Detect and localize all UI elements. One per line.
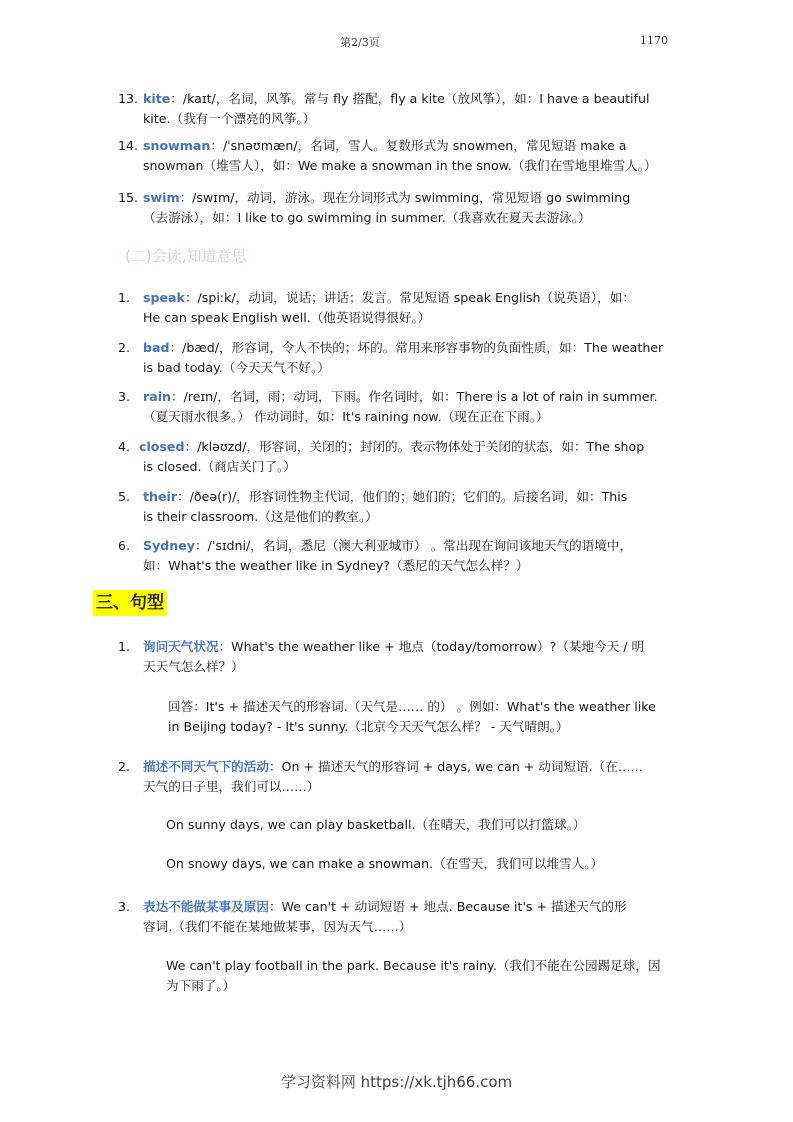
vocab-definition-cont: （去游泳），如：I like to go swimming in summer.（我喜欢在夏天去游泳。） (143, 209, 591, 225)
term-separator: ： (170, 91, 183, 106)
vocab-definition: /ˈsnəʊmæn/，名词，雪人。复数形式为 snowmen，常见短语 make a (222, 138, 627, 153)
pattern-example: On sunny days, we can play basketball.（在晴天，我们可以打篮球。） (166, 817, 586, 832)
item-number: 3. (118, 389, 131, 404)
pattern-formula-cont: 容词.（我们不能在某地做某事，因为天气……） (143, 918, 412, 934)
term-separator: ： (169, 340, 183, 355)
pattern-example-cont: 为下雨了。） (166, 977, 236, 993)
pattern-answer-cont: in Beijing today? - It's sunny.（北京今天天气怎么样？ - 天气晴朗。） (168, 718, 569, 734)
vocab-term: Sydney (143, 538, 196, 553)
vocab-term: their (143, 489, 178, 504)
item-number: 1. (118, 290, 131, 305)
item-number: 5. (118, 489, 131, 504)
vocab-definition-cont: （夏天雨水很多。） 作动词时，如：It's raining now.（现在正在下雨。） (143, 408, 549, 424)
item-number: 13. (118, 91, 139, 106)
term-separator: ： (195, 538, 208, 553)
footer-watermark: 学习资料网 https://xk.tjh66.com (280, 1073, 513, 1091)
vocab-definition: /ˈsɪdni/，名词，悉尼（澳大利亚城市） 。常出现在询问该地天气的语境中， (207, 538, 633, 553)
vocab-definition-cont: is their classroom.（这是他们的教室。） (143, 508, 378, 524)
vocab-term: kite (143, 91, 171, 106)
term-separator: ： (171, 389, 184, 404)
vocab-definition: /swɪm/，动词，游泳。现在分词形式为 swimming，常见短语 go swimming (192, 190, 631, 205)
pattern-example: We can't play football in the park. Because it's rainy.（我们不能在公园踢足球，因 (166, 958, 661, 973)
vocab-definition-cont: 如：What's the weather like in Sydney?（悉尼的天气怎么样？） (143, 557, 529, 573)
pattern-answer: 回答：It's + 描述天气的形容词.（天气是…… 的） 。例如：What's the weather like (168, 699, 656, 714)
vocab-term: swim (143, 190, 180, 205)
page-indicator: 第2/3页 (340, 36, 380, 49)
vocab-definition-cont: kite.（我有一个漂亮的风筝。） (143, 110, 316, 126)
vocab-definition: /kləʊzd/，形容词，关闭的；封闭的。表示物体处于关闭的状态，如：The shop (197, 439, 645, 454)
vocab-definition-cont: is bad today.（今天天气不好。） (143, 359, 330, 375)
vocab-definition-cont: is closed.（商店关门了。） (143, 458, 296, 474)
vocab-term: rain (143, 389, 171, 404)
item-number: 2. (118, 340, 131, 355)
item-number: 3. (118, 899, 131, 914)
term-separator: ： (184, 290, 198, 305)
item-number: 6. (118, 538, 131, 553)
item-number: 1. (118, 639, 131, 654)
term-separator: ： (210, 138, 223, 153)
item-number: 4. (118, 439, 131, 454)
vocab-definition: /bæd/，形容词，令人不快的；坏的。常用来形容事物的负面性质，如：The weather (182, 340, 664, 355)
vocab-term: speak (143, 290, 185, 305)
item-number: 14. (118, 138, 139, 153)
vocab-definition: /reɪn/，名词，雨；动词，下雨。作名词时，如：There is a lot of rain in summer. (183, 389, 658, 404)
pattern-formula: ：We can't + 动词短语 + 地点. Because it's + 描述天气的形 (268, 899, 627, 914)
item-number: 2. (118, 759, 131, 774)
pattern-title: 描述不同天气下的活动 (143, 759, 269, 774)
vocab-definition-cont: snowman（堆雪人），如：We make a snowman in the snow.（我们在雪地里堆雪人。） (143, 157, 657, 173)
document-number: 1170 (640, 34, 668, 47)
pattern-title: 表达不能做某事及原因 (143, 899, 269, 914)
pattern-formula: ：On + 描述天气的形容词 + days, we can + 动词短语.（在…… (268, 759, 644, 774)
subsection-heading: (二)会读,知道意思 (125, 247, 247, 265)
pattern-title: 询问天气状况 (143, 639, 219, 654)
term-separator: ： (177, 489, 190, 504)
vocab-definition: /ðeə(r)/，形容词性物主代词，他们的；她们的；它们的。后接名词，如：This (189, 489, 628, 504)
pattern-formula-cont: 天天气怎么样？） (143, 658, 244, 674)
term-separator: ： (184, 439, 198, 454)
pattern-formula: ：What's the weather like + 地点（today/tomorrow）?（某地今天 / 明 (218, 639, 645, 654)
pattern-formula-cont: 天气的日子里，我们可以……） (143, 778, 320, 794)
vocab-definition: /kaɪt/，名词，风筝。常与 fly 搭配，fly a kite（放风筝），如：I have a beautiful (182, 91, 650, 106)
vocab-term: snowman (143, 138, 211, 153)
section-heading: 三、句型 (93, 590, 167, 616)
vocab-definition-cont: He can speak English well.（他英语说得很好。） (143, 309, 431, 325)
term-separator: ： (179, 190, 193, 205)
vocab-definition: /spiːk/，动词，说话；讲话；发言。常见短语 speak English（说英语），如： (197, 290, 635, 305)
vocab-term: closed (139, 439, 185, 454)
item-number: 15. (118, 190, 139, 205)
vocab-term: bad (143, 340, 170, 355)
pattern-example: On snowy days, we can make a snowman.（在雪天，我们可以堆雪人。） (166, 856, 604, 871)
